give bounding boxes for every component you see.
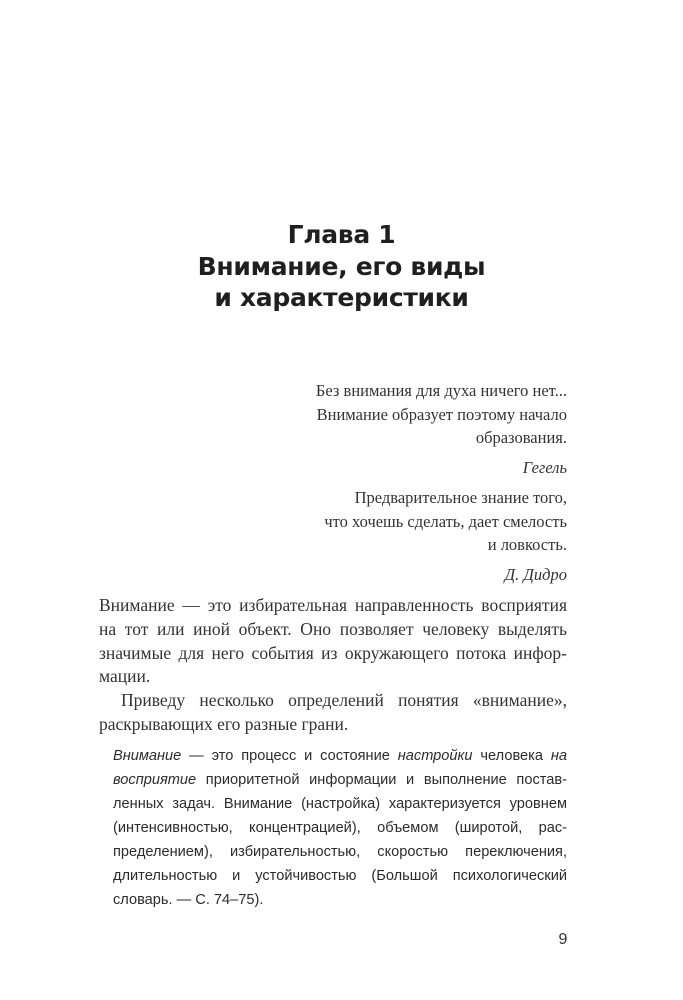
- definition-line: длительностью и устойчивостью (Большой психологический: [113, 868, 567, 884]
- body-line: на тот или иной объект. Оно позволяет человеку выделять: [99, 618, 567, 639]
- epigraph-author: Гегель: [522, 457, 567, 477]
- definition-emphasis: настройки: [397, 748, 473, 764]
- definition-text: — это процесс и состояние: [181, 748, 398, 764]
- epigraph-hegel: [227, 379, 567, 479]
- definition-line: словарь. — С. 74–75).: [113, 892, 264, 908]
- body-line: мации.: [99, 666, 151, 687]
- definition-line: пределением), избирательностью, скоростью переключения,: [113, 844, 567, 860]
- definition-emphasis: на: [550, 748, 567, 764]
- definition-line: (интенсивностью, концентрацией), объемом (широтой, рас-: [113, 820, 567, 836]
- epigraph-diderot: [227, 486, 567, 586]
- epigraph-line: Предварительное знание того,: [354, 488, 567, 507]
- epigraph-line: Без внимания для духа ничего нет...: [315, 381, 567, 400]
- body-line: Внимание — это избирательная направленность восприятия: [99, 595, 567, 615]
- epigraph-line: образования.: [475, 428, 567, 447]
- body-line: Приведу несколько определений понятия «внимание»,: [121, 690, 567, 711]
- definition-line: [113, 744, 567, 768]
- body-paragraphs: [99, 594, 567, 737]
- definition-text: приоритетной информации и выполнение постав-: [196, 772, 567, 788]
- body-line: значимые для него события из окружающего потока инфор-: [99, 642, 567, 663]
- definition-block: [113, 744, 567, 912]
- chapter-title: [0, 219, 683, 314]
- epigraph-line: и ловкость.: [487, 535, 567, 554]
- epigraph-line: Внимание образует поэтому начало: [316, 404, 567, 424]
- definition-emphasis: восприятие: [113, 772, 197, 788]
- body-line: раскрывающих его разные грани.: [99, 713, 349, 734]
- page-number: 9: [558, 931, 568, 948]
- chapter-title-line: Внимание, его виды: [197, 251, 486, 281]
- chapter-title-line: и характеристики: [214, 283, 469, 312]
- epigraph-line: что хочешь сделать, дает смелость: [324, 511, 567, 531]
- definition-term: Внимание: [113, 748, 182, 764]
- definition-line: [113, 768, 567, 792]
- epigraph-author: Д. Дидро: [504, 564, 567, 584]
- definition-text: человека: [472, 748, 551, 764]
- chapter-number: Глава 1: [287, 220, 396, 249]
- definition-line: ленных задач. Внимание (настройка) характеризуется уровнем: [113, 796, 567, 812]
